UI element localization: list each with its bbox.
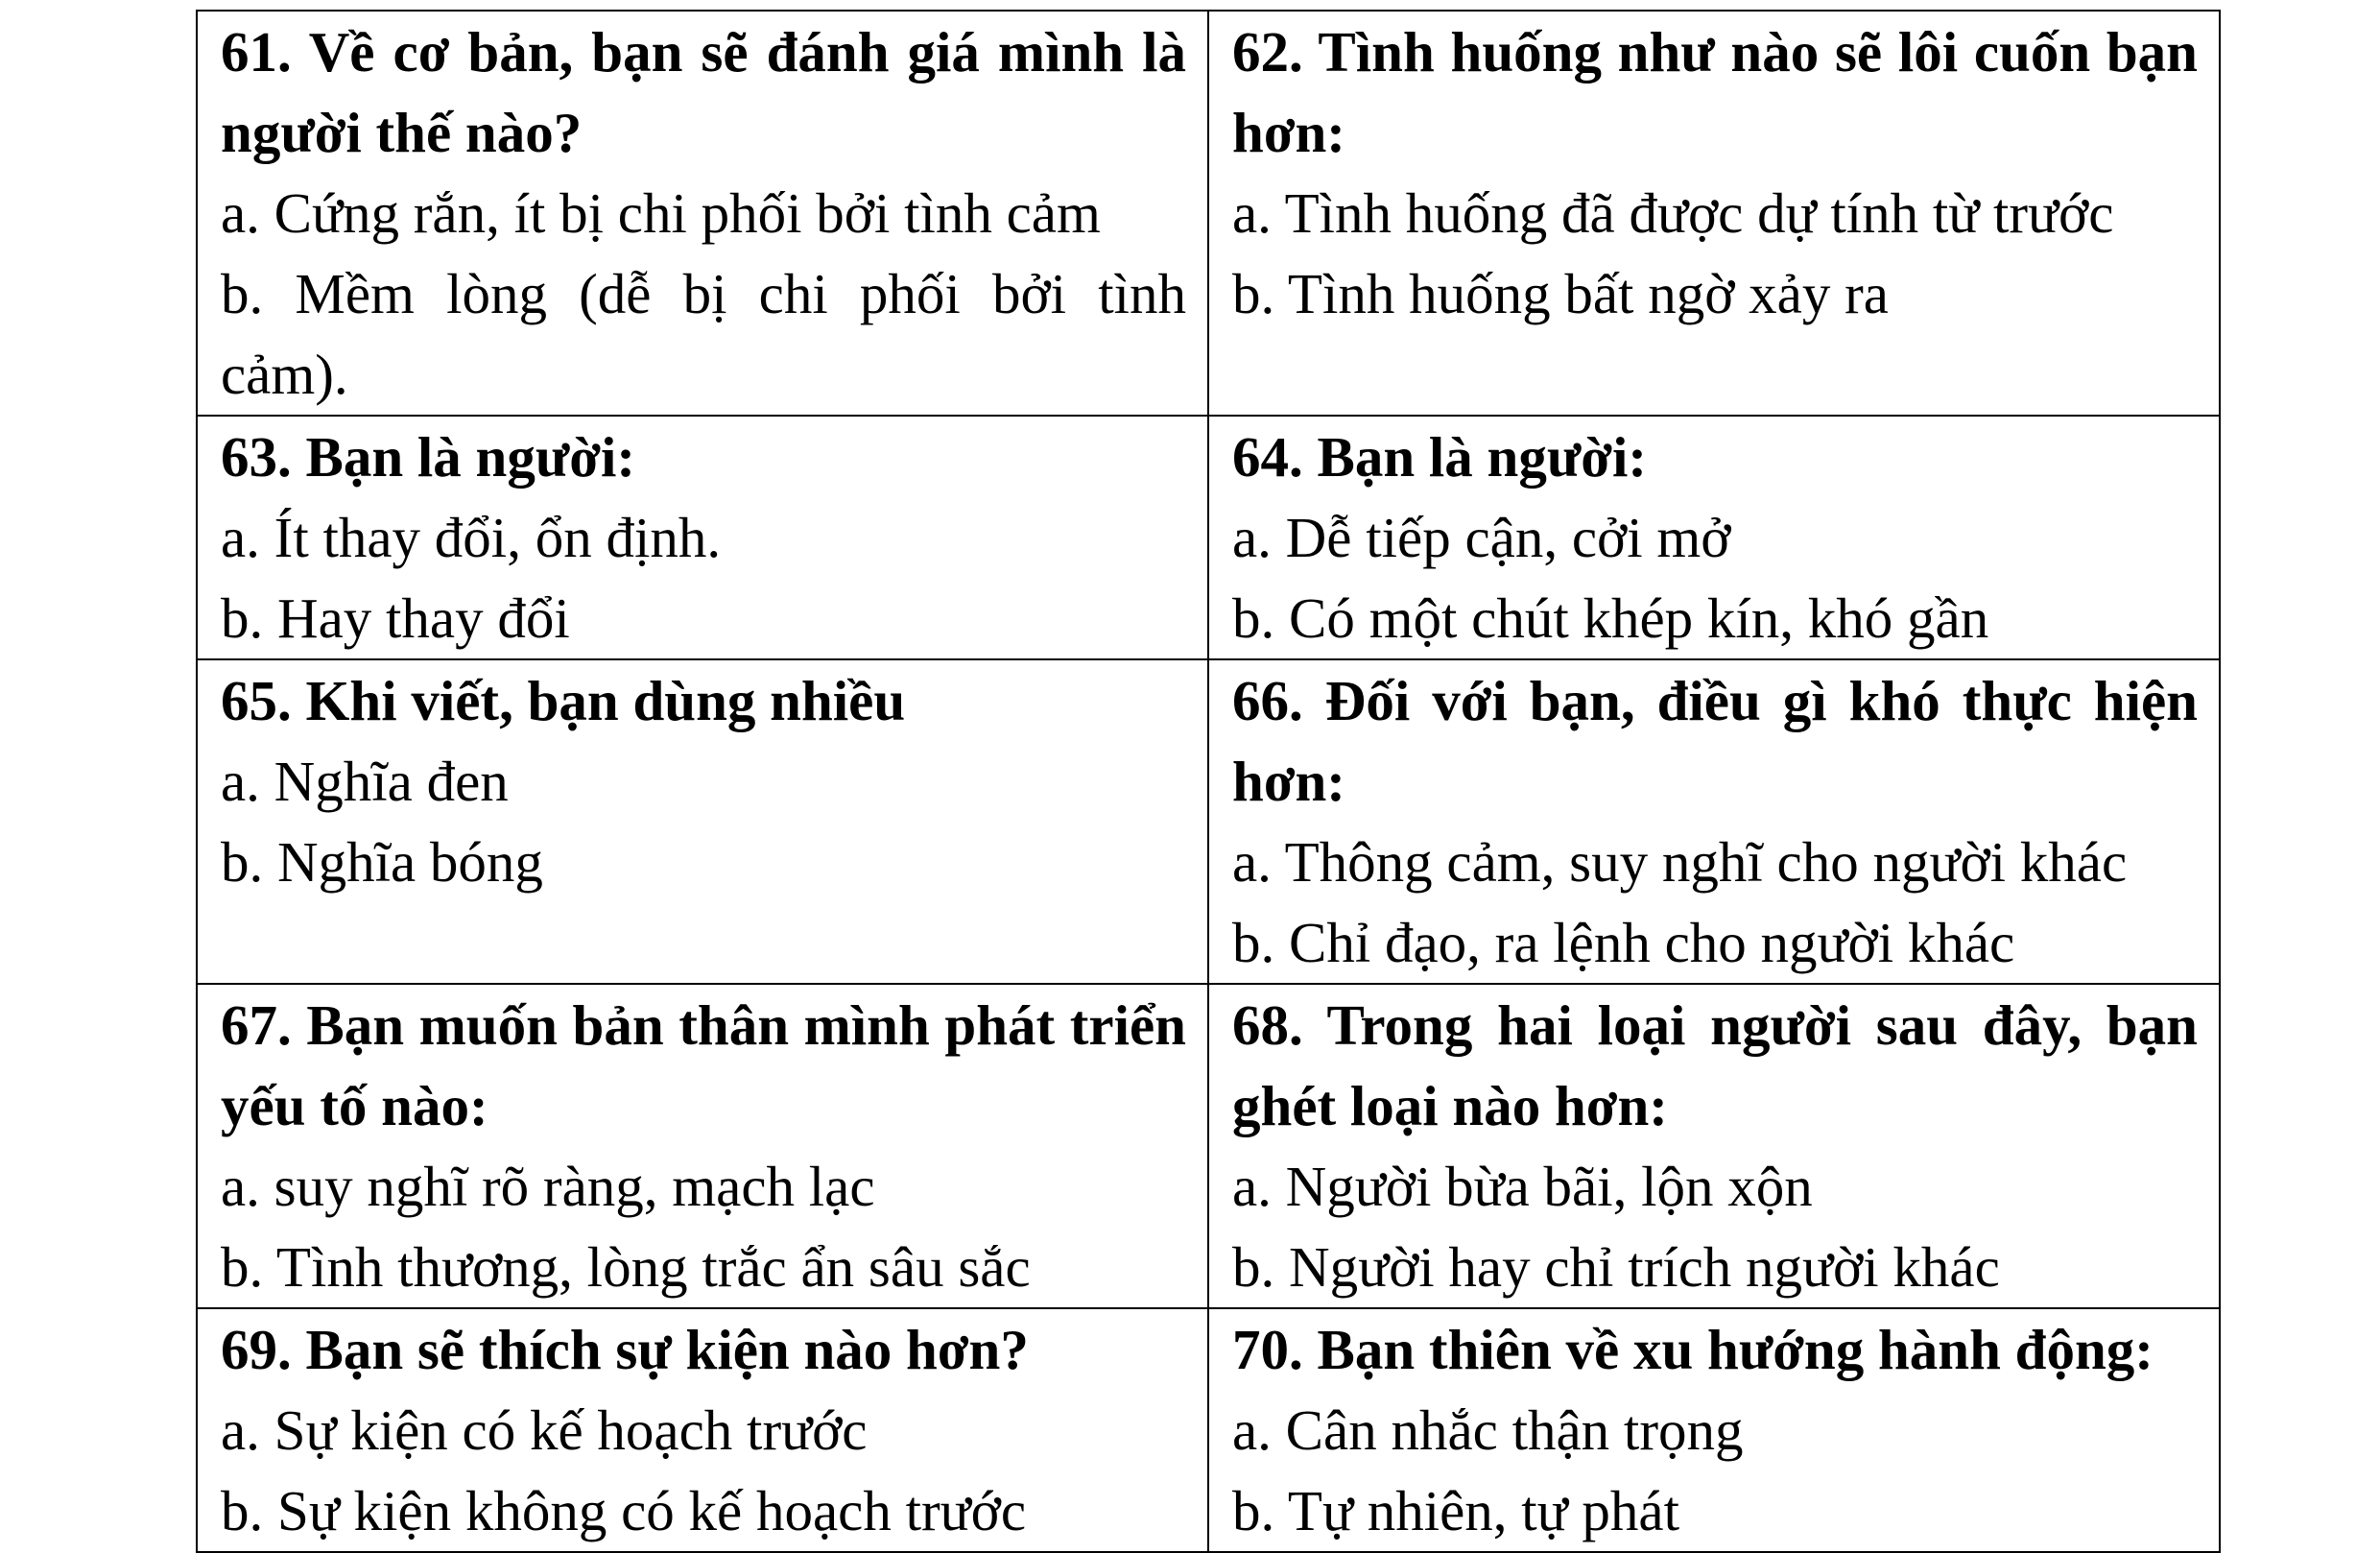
question-text: 62. Tình huống như nào sẽ lôi cuốn bạn hơn: (1232, 20, 2198, 164)
option-b: b. Tình thương, lòng trắc ẩn sâu sắc (221, 1235, 1031, 1299)
question-cell-70 (1208, 1308, 2220, 1552)
option-a: a. Cứng rắn, ít bị chi phối bởi tình cảm (221, 181, 1101, 245)
question-text: 63. Bạn là người: (221, 425, 635, 489)
question-text: 66. Đối với bạn, điều gì khó thực hiện hơn: (1232, 669, 2198, 813)
option-a: a. Dễ tiếp cận, cởi mở (1232, 506, 1731, 569)
option-a: a. Nghĩa đen (221, 750, 509, 813)
question-cell-62 (1208, 11, 2220, 416)
option-b: b. Hay thay đổi (221, 586, 570, 650)
questionnaire-table (196, 10, 2221, 1553)
table-row (197, 11, 2220, 416)
option-a: a. Thông cảm, suy nghĩ cho người khác (1232, 830, 2128, 894)
option-a: a. Tình huống đã được dự tính từ trước (1232, 181, 2114, 245)
option-a: a. Cân nhắc thận trọng (1232, 1398, 1744, 1462)
option-a: a. Ít thay đổi, ổn định. (221, 506, 722, 569)
question-text: 70. Bạn thiên về xu hướng hành động: (1232, 1318, 2154, 1381)
option-b: b. Chỉ đạo, ra lệnh cho người khác (1232, 911, 2015, 974)
question-cell-61 (197, 11, 1208, 416)
question-text: 61. Về cơ bản, bạn sẽ đánh giá mình là người thế nào? (221, 20, 1186, 164)
question-cell-65 (197, 659, 1208, 984)
table-row (197, 416, 2220, 659)
option-a: a. Sự kiện có kế hoạch trước (221, 1398, 868, 1462)
option-b: b. Người hay chỉ trích người khác (1232, 1235, 2000, 1299)
option-b: b. Tình huống bất ngờ xảy ra (1232, 262, 1889, 325)
question-cell-63 (197, 416, 1208, 659)
question-cell-66 (1208, 659, 2220, 984)
question-text: 67. Bạn muốn bản thân mình phát triển yếu tố nào: (221, 993, 1186, 1137)
question-cell-67 (197, 984, 1208, 1308)
option-b: b. Mềm lòng (dễ bị chi phối bởi tình cảm). (221, 262, 1186, 406)
option-b: b. Tự nhiên, tự phát (1232, 1479, 1679, 1542)
question-text: 65. Khi viết, bạn dùng nhiều (221, 669, 906, 732)
option-b: b. Có một chút khép kín, khó gần (1232, 586, 1989, 650)
table-row (197, 1308, 2220, 1552)
table-row (197, 659, 2220, 984)
question-cell-64 (1208, 416, 2220, 659)
question-text: 69. Bạn sẽ thích sự kiện nào hơn? (221, 1318, 1029, 1381)
table-row (197, 984, 2220, 1308)
question-cell-69 (197, 1308, 1208, 1552)
option-b: b. Sự kiện không có kế hoạch trước (221, 1479, 1027, 1542)
question-text: 64. Bạn là người: (1232, 425, 1647, 489)
option-b: b. Nghĩa bóng (221, 830, 543, 894)
option-a: a. suy nghĩ rõ ràng, mạch lạc (221, 1155, 875, 1218)
option-a: a. Người bừa bãi, lộn xộn (1232, 1155, 1813, 1218)
question-text: 68. Trong hai loại người sau đây, bạn ghét loại nào hơn: (1232, 993, 2198, 1137)
question-cell-68 (1208, 984, 2220, 1308)
